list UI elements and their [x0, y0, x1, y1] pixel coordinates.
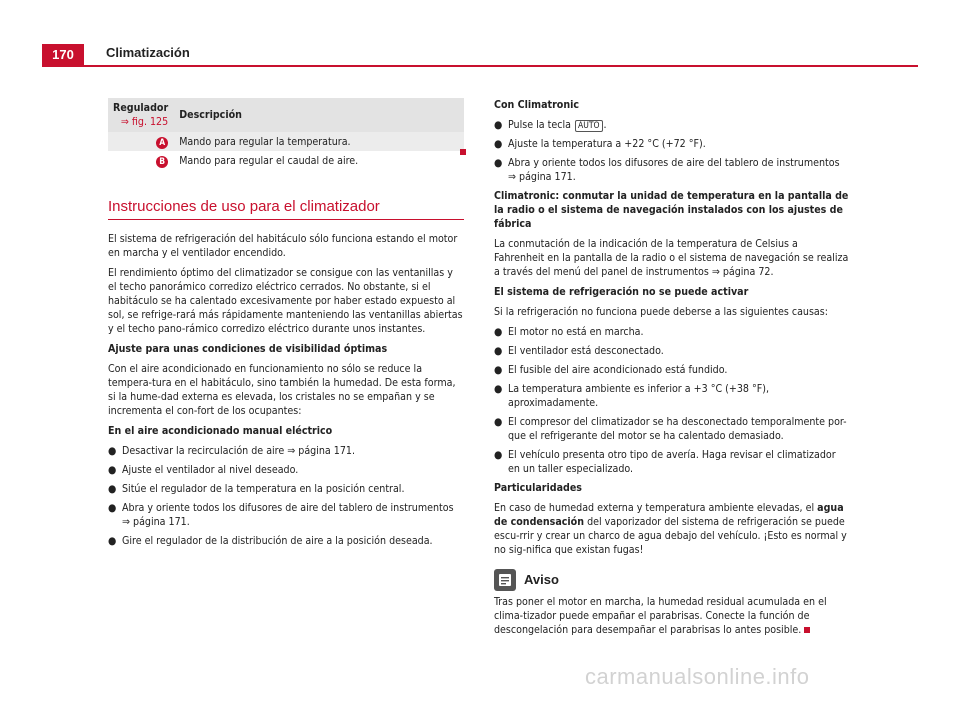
- subheading: El sistema de refrigeración no se puede activar: [494, 286, 749, 298]
- paragraph: En caso de humedad externa y temperatura ambiente elevadas, el agua de condensación del vaporizador del sistema de refrigeración se puede escu-rrir y crear un charco de agua debajo del vehículo. ¡Esto es normal y no sig-nifica que existan fugas!: [494, 502, 847, 556]
- table-row: [108, 132, 464, 151]
- bullet-dot-icon: ●: [494, 138, 503, 150]
- list-item: ● El fusible del aire acondicionado está fundido.: [494, 364, 728, 376]
- bullet-dot-icon: ●: [108, 502, 117, 514]
- subheading: En el aire acondicionado manual eléctrico: [108, 425, 333, 437]
- bullet-dot-icon: ●: [494, 383, 503, 395]
- list-item: ● Ajuste la temperatura a +22 °C (+72 °F).: [494, 138, 706, 150]
- note-text: Tras poner el motor en marcha, la humedad residual acumulada en el clima-tizador puede empañar el parabrisas. Conecte la función de descongelación para desempañar el parabrisas lo antes posible.: [494, 596, 827, 636]
- table-row: [108, 151, 464, 170]
- paragraph: Si la refrigeración no funciona puede deberse a las siguientes causas:: [494, 306, 828, 318]
- list-item: ● Pulse la tecla AUTO .: [494, 119, 607, 131]
- section-title: Instrucciones de uso para el climatizador: [108, 198, 380, 215]
- right-column-body: [494, 98, 850, 643]
- list-item: ● Abra y oriente todos los difusores de aire del tablero de instrumentos ⇒ página 171.: [108, 502, 454, 528]
- page-title: Climatización: [106, 45, 190, 60]
- figure-reference-link[interactable]: ⇒ fig. 125: [120, 116, 169, 128]
- left-column-body: [108, 232, 464, 553]
- bullet-dot-icon: ●: [494, 449, 503, 461]
- list-item: ● Ajuste el ventilador al nivel deseado.: [108, 464, 299, 476]
- subheading: Con Climatronic: [494, 99, 580, 111]
- table-header-description: Descripción: [174, 98, 464, 132]
- page-header: [42, 44, 918, 66]
- subheading: Particularidades: [494, 482, 582, 494]
- subheading: Climatronic: conmutar la unidad de temperatura en la pantalla de la radio o el sistema de navegación instalados con los ajustes de fábrica: [494, 190, 849, 230]
- bullet-dot-icon: ●: [108, 445, 117, 457]
- callout-a-icon: A: [156, 137, 168, 149]
- list-item: ● La temperatura ambiente es inferior a +3 °C (+38 °F), aproximadamente.: [494, 383, 769, 409]
- bullet-dot-icon: ●: [494, 326, 503, 338]
- section-divider: [108, 219, 464, 220]
- table-header-regulator: [108, 98, 174, 132]
- bullet-dot-icon: ●: [494, 345, 503, 357]
- end-square-icon: [460, 149, 466, 155]
- paragraph: El rendimiento óptimo del climatizador se consigue con las ventanillas y el techo panorámico corredizo eléctrico cerrados. No obstante, si el habitáculo se ha calentado excesivamente por haber estado expuesto al sol, se refrige-rará más rápidamente manteniendo las ventanillas abiertas y el techo pano-rámico corredizo eléctrico durante unos instantes.: [108, 267, 463, 335]
- header-regulator-label: Regulador: [113, 102, 169, 114]
- list-item: ● Desactivar la recirculación de aire ⇒ página 171.: [108, 445, 355, 457]
- bullet-dot-icon: ●: [494, 364, 503, 376]
- list-item: ● El ventilador está desconectado.: [494, 345, 664, 357]
- subheading: Ajuste para unas condiciones de visibilidad óptimas: [108, 343, 388, 355]
- bullet-dot-icon: ●: [494, 157, 503, 169]
- list-item: ● Gire el regulador de la distribución de aire a la posición deseada.: [108, 535, 433, 547]
- table-cell-description: Mando para regular el caudal de aire.: [179, 154, 359, 167]
- list-item: ● El compresor del climatizador se ha desconectado temporalmente por-que el refrigerante del motor se ha calentado demasiado.: [494, 416, 847, 442]
- callout-b-icon: B: [156, 156, 168, 168]
- bullet-dot-icon: ●: [108, 464, 117, 476]
- list-item: ● Abra y oriente todos los difusores de aire del tablero de instrumentos ⇒ página 171.: [494, 157, 840, 183]
- list-item: ● Sitúe el regulador de la temperatura en la posición central.: [108, 483, 405, 495]
- note-header: [494, 569, 850, 591]
- table-cell-description: Mando para regular la temperatura.: [174, 132, 464, 151]
- table-header-row: [108, 98, 464, 132]
- end-square-icon: [804, 627, 810, 633]
- auto-key: AUTO: [575, 120, 603, 132]
- bullet-dot-icon: ●: [108, 535, 117, 547]
- watermark: carmanualsonline.info: [585, 664, 810, 689]
- bullet-dot-icon: ●: [108, 483, 117, 495]
- bullet-dot-icon: ●: [494, 119, 503, 131]
- paragraph: El sistema de refrigeración del habitáculo sólo funciona estando el motor en marcha y el ventilador encendido.: [108, 233, 458, 259]
- list-item: ● El motor no está en marcha.: [494, 326, 644, 338]
- regulator-table-block: [108, 98, 464, 170]
- paragraph: La conmutación de la indicación de la temperatura de Celsius a Fahrenheit en la pantalla de la radio o el sistema de navegación se realiza a través del menú del panel de instrumentos ⇒ página 72.: [494, 238, 849, 278]
- info-note-icon: [494, 569, 516, 591]
- note-title: Aviso: [524, 572, 559, 587]
- regulator-table: [108, 98, 464, 170]
- page-number: 170: [42, 44, 84, 66]
- bullet-dot-icon: ●: [494, 416, 503, 428]
- paragraph: Con el aire acondicionado en funcionamiento no sólo se reduce la tempera-tura en el habitáculo, sino también la humedad. De esta forma, si la hume-dad externa es elevada, los cristales no se empañan y se incrementa el con-fort de los ocupantes:: [108, 363, 456, 417]
- list-item: ● El vehículo presenta otro tipo de avería. Haga revisar el climatizador en un taller especializado.: [494, 449, 836, 475]
- header-divider: [42, 65, 918, 67]
